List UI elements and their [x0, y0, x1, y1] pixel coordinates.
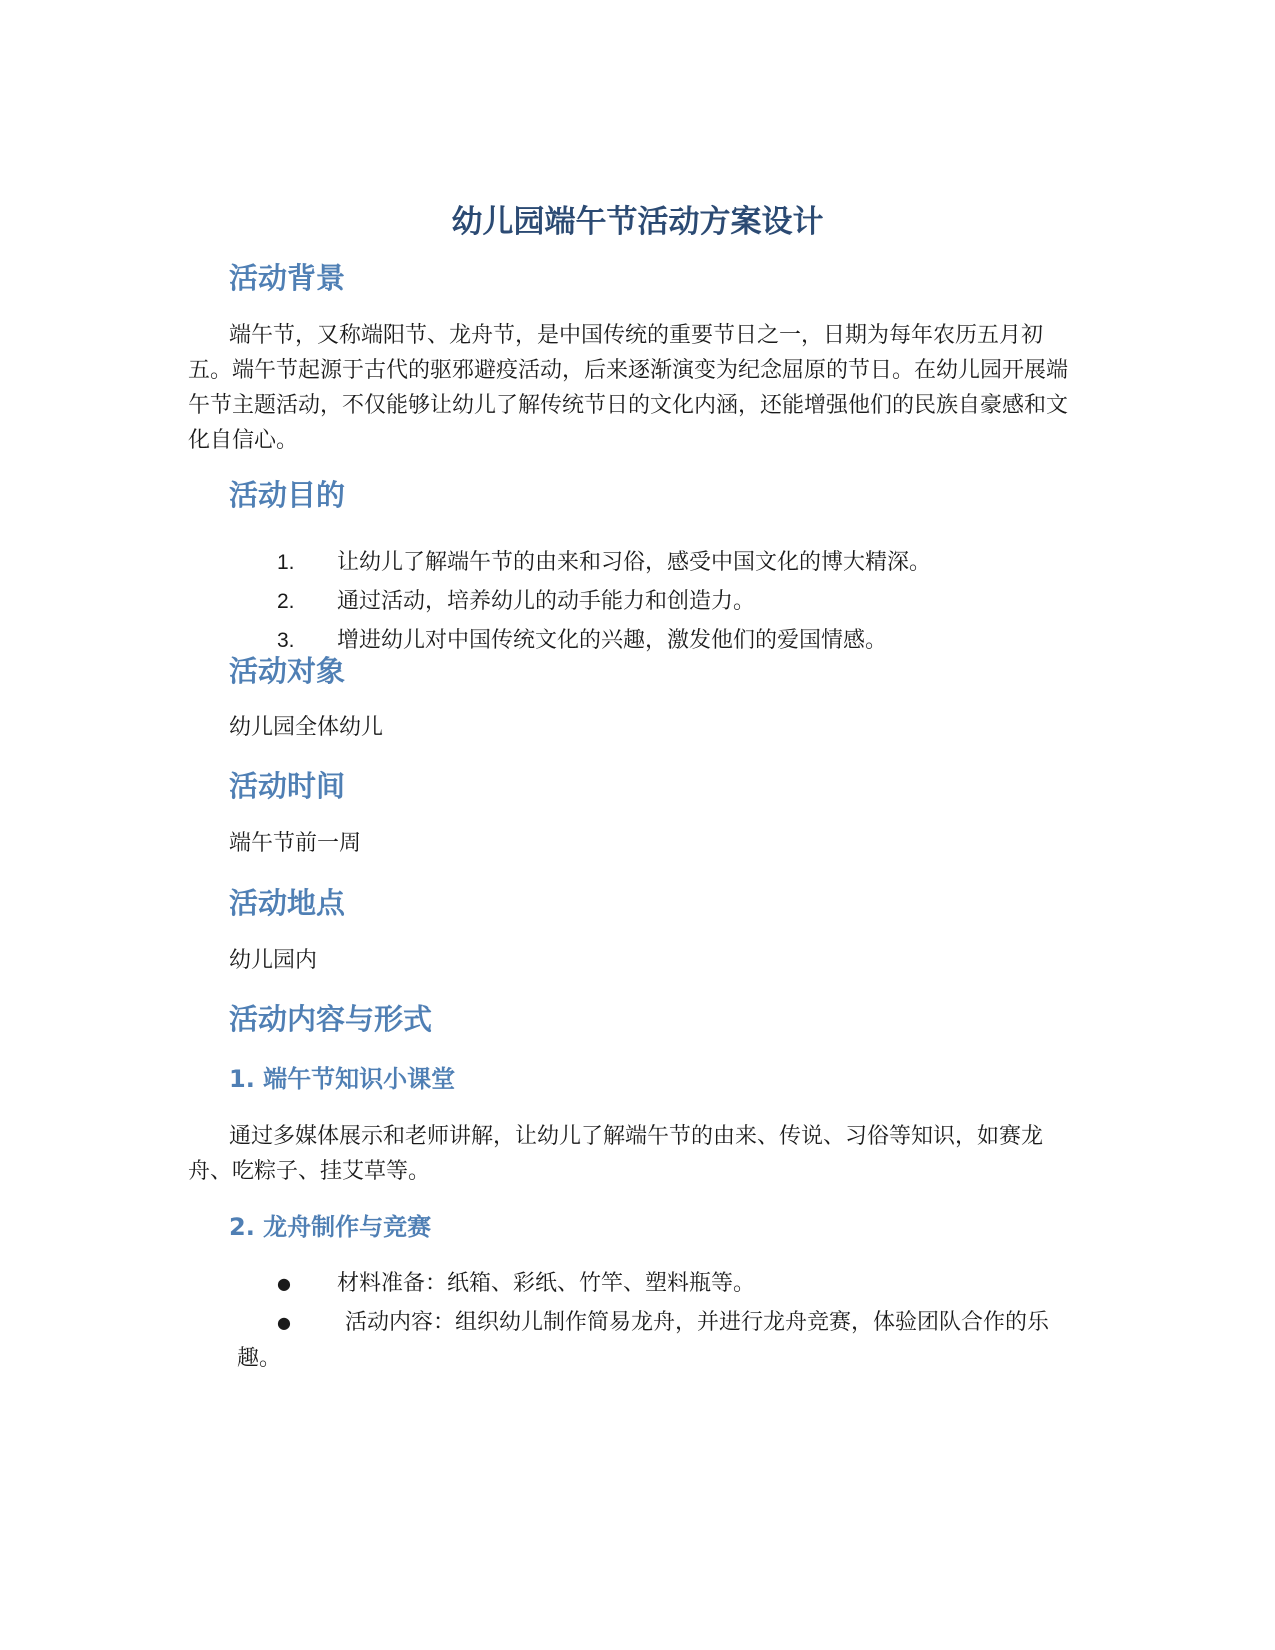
bullet-item	[229, 1305, 1089, 1377]
subheading-knowledge-class: 1. 端午节知识小课堂	[229, 1065, 456, 1093]
heading-goals: 活动目的	[229, 478, 346, 512]
paragraph-knowledge-class: 通过多媒体展示和老师讲解，让幼儿了解端午节的由来、传说、习俗等知识，如赛龙舟、吃粽子、挂艾草等。	[188, 1124, 1044, 1184]
goal-number: 3.	[277, 629, 295, 652]
heading-audience: 活动对象	[229, 654, 346, 688]
heading-content: 活动内容与形式	[229, 1002, 433, 1036]
heading-time: 活动时间	[229, 769, 346, 803]
goal-item	[229, 543, 1089, 582]
bullet-icon: ●	[277, 1313, 291, 1332]
text-audience: 幼儿园全体幼儿	[229, 715, 384, 740]
heading-background: 活动背景	[229, 261, 346, 295]
goal-number: 1.	[277, 551, 295, 574]
heading-place: 活动地点	[229, 886, 346, 920]
document-title: 幼儿园端午节活动方案设计	[451, 204, 824, 240]
goal-text: 通过活动，培养幼儿的动手能力和创造力。	[337, 589, 756, 614]
bullet-text: 材料准备：纸箱、彩纸、竹竿、塑料瓶等。	[337, 1271, 756, 1296]
text-place: 幼儿园内	[229, 948, 318, 973]
goal-text: 让幼儿了解端午节的由来和习俗，感受中国文化的博大精深。	[337, 550, 932, 575]
goals-list	[229, 543, 1089, 660]
text-time: 端午节前一周	[229, 831, 362, 856]
goal-item	[229, 582, 1089, 621]
goal-text: 增进幼儿对中国传统文化的兴趣，激发他们的爱国情感。	[337, 628, 888, 653]
bullet-icon: ●	[277, 1274, 291, 1293]
subheading-dragon-boat: 2. 龙舟制作与竞赛	[229, 1213, 432, 1241]
bullet-item	[229, 1266, 1089, 1302]
goal-item	[229, 621, 1089, 660]
bullet-text: 活动内容：组织幼儿制作简易龙舟，并进行龙舟竞赛，体验团队合作的乐趣。	[237, 1310, 1050, 1371]
goal-number: 2.	[277, 590, 295, 613]
paragraph-background: 端午节，又称端阳节、龙舟节，是中国传统的重要节日之一，日期为每年农历五月初五。端午节起源于古代的驱邪避疫活动，后来逐渐演变为纪念屈原的节日。在幼儿园开展端午节主题活动，不仅能够让幼儿了解传统节日的文化内涵，还能增强他们的民族自豪感和文化自信心。	[188, 323, 1069, 453]
dragon-boat-list	[229, 1266, 1089, 1380]
